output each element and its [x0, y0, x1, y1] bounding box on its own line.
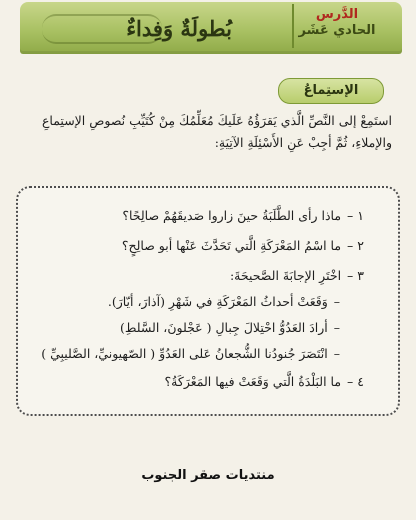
question-number: ٢ – [347, 238, 364, 253]
intro-line-1: استَمِعْ إلى النَّصِّ الَّذي يَقرَؤُهُ عَلَيكَ مُعَلِّمُكَ مِنْ كُتَيِّبِ نُصوصِ الإستِماعِ [41, 113, 392, 128]
question-text: ما اسْمُ المَعْرَكَةِ الَّتي تَحَدَّثَ عَنْها أبو صالِحٍ؟ [121, 238, 342, 253]
choice-text: وَقَعَتْ أحداثُ المَعْرَكَةِ في شَهْرِ (آذارَ، أيّارَ). [107, 294, 328, 309]
question-number: ١ – [347, 208, 364, 223]
choice-3 [41, 346, 340, 361]
questions-box [16, 186, 400, 416]
question-text: ما البَلْدَةُ الَّتي وَقَعَتْ فيها المَعْرَكَةُ؟ [164, 374, 342, 389]
choice-2 [120, 320, 340, 335]
lesson-title: بُطولَةٌ وَفِداءٌ [126, 16, 232, 41]
question-number: ٤ – [347, 374, 364, 389]
lesson-word: الدَّرس [315, 7, 359, 22]
section-label-listening: الإستِماعُ [278, 78, 384, 104]
forum-watermark-text: منتديات صقر الجنوب [141, 468, 275, 483]
question-1 [122, 208, 364, 223]
choice-text: أرادَ العَدُوُّ احْتِلالَ جِبالِ ( عَجْلونَ، السَّلطِ) [120, 320, 328, 335]
question-3 [230, 268, 364, 283]
choice-bullet: – [333, 346, 340, 361]
choice-bullet: – [333, 294, 340, 309]
choice-bullet: – [333, 320, 340, 335]
choice-text: انْتَصَرَ جُنودُنا الشُّجعانُ عَلى العَدُوِّ ( الصّهيونيِّ، الصَّليبِيِّ ) [41, 346, 328, 361]
intro-line-2: والإملاءِ، ثُمَّ أجِبْ عَنِ الأَسْئِلَةِ الآتِيَةِ: [214, 135, 392, 150]
intro-instructions [22, 110, 392, 154]
lesson-number: الحادي عَشَر [298, 23, 376, 38]
lesson-header-banner [20, 2, 402, 54]
question-text: اخْتَرِ الإجابَةَ الصَّحيحَةَ: [229, 268, 342, 283]
lesson-label-box [292, 4, 380, 48]
question-text: ماذا رأى الطَّلَبَةُ حينَ زاروا صَديقَهُمْ صالِحًا؟ [122, 208, 342, 223]
question-4 [165, 374, 364, 389]
question-number: ٣ – [347, 268, 364, 283]
question-2 [122, 238, 364, 253]
choice-1 [108, 294, 340, 309]
